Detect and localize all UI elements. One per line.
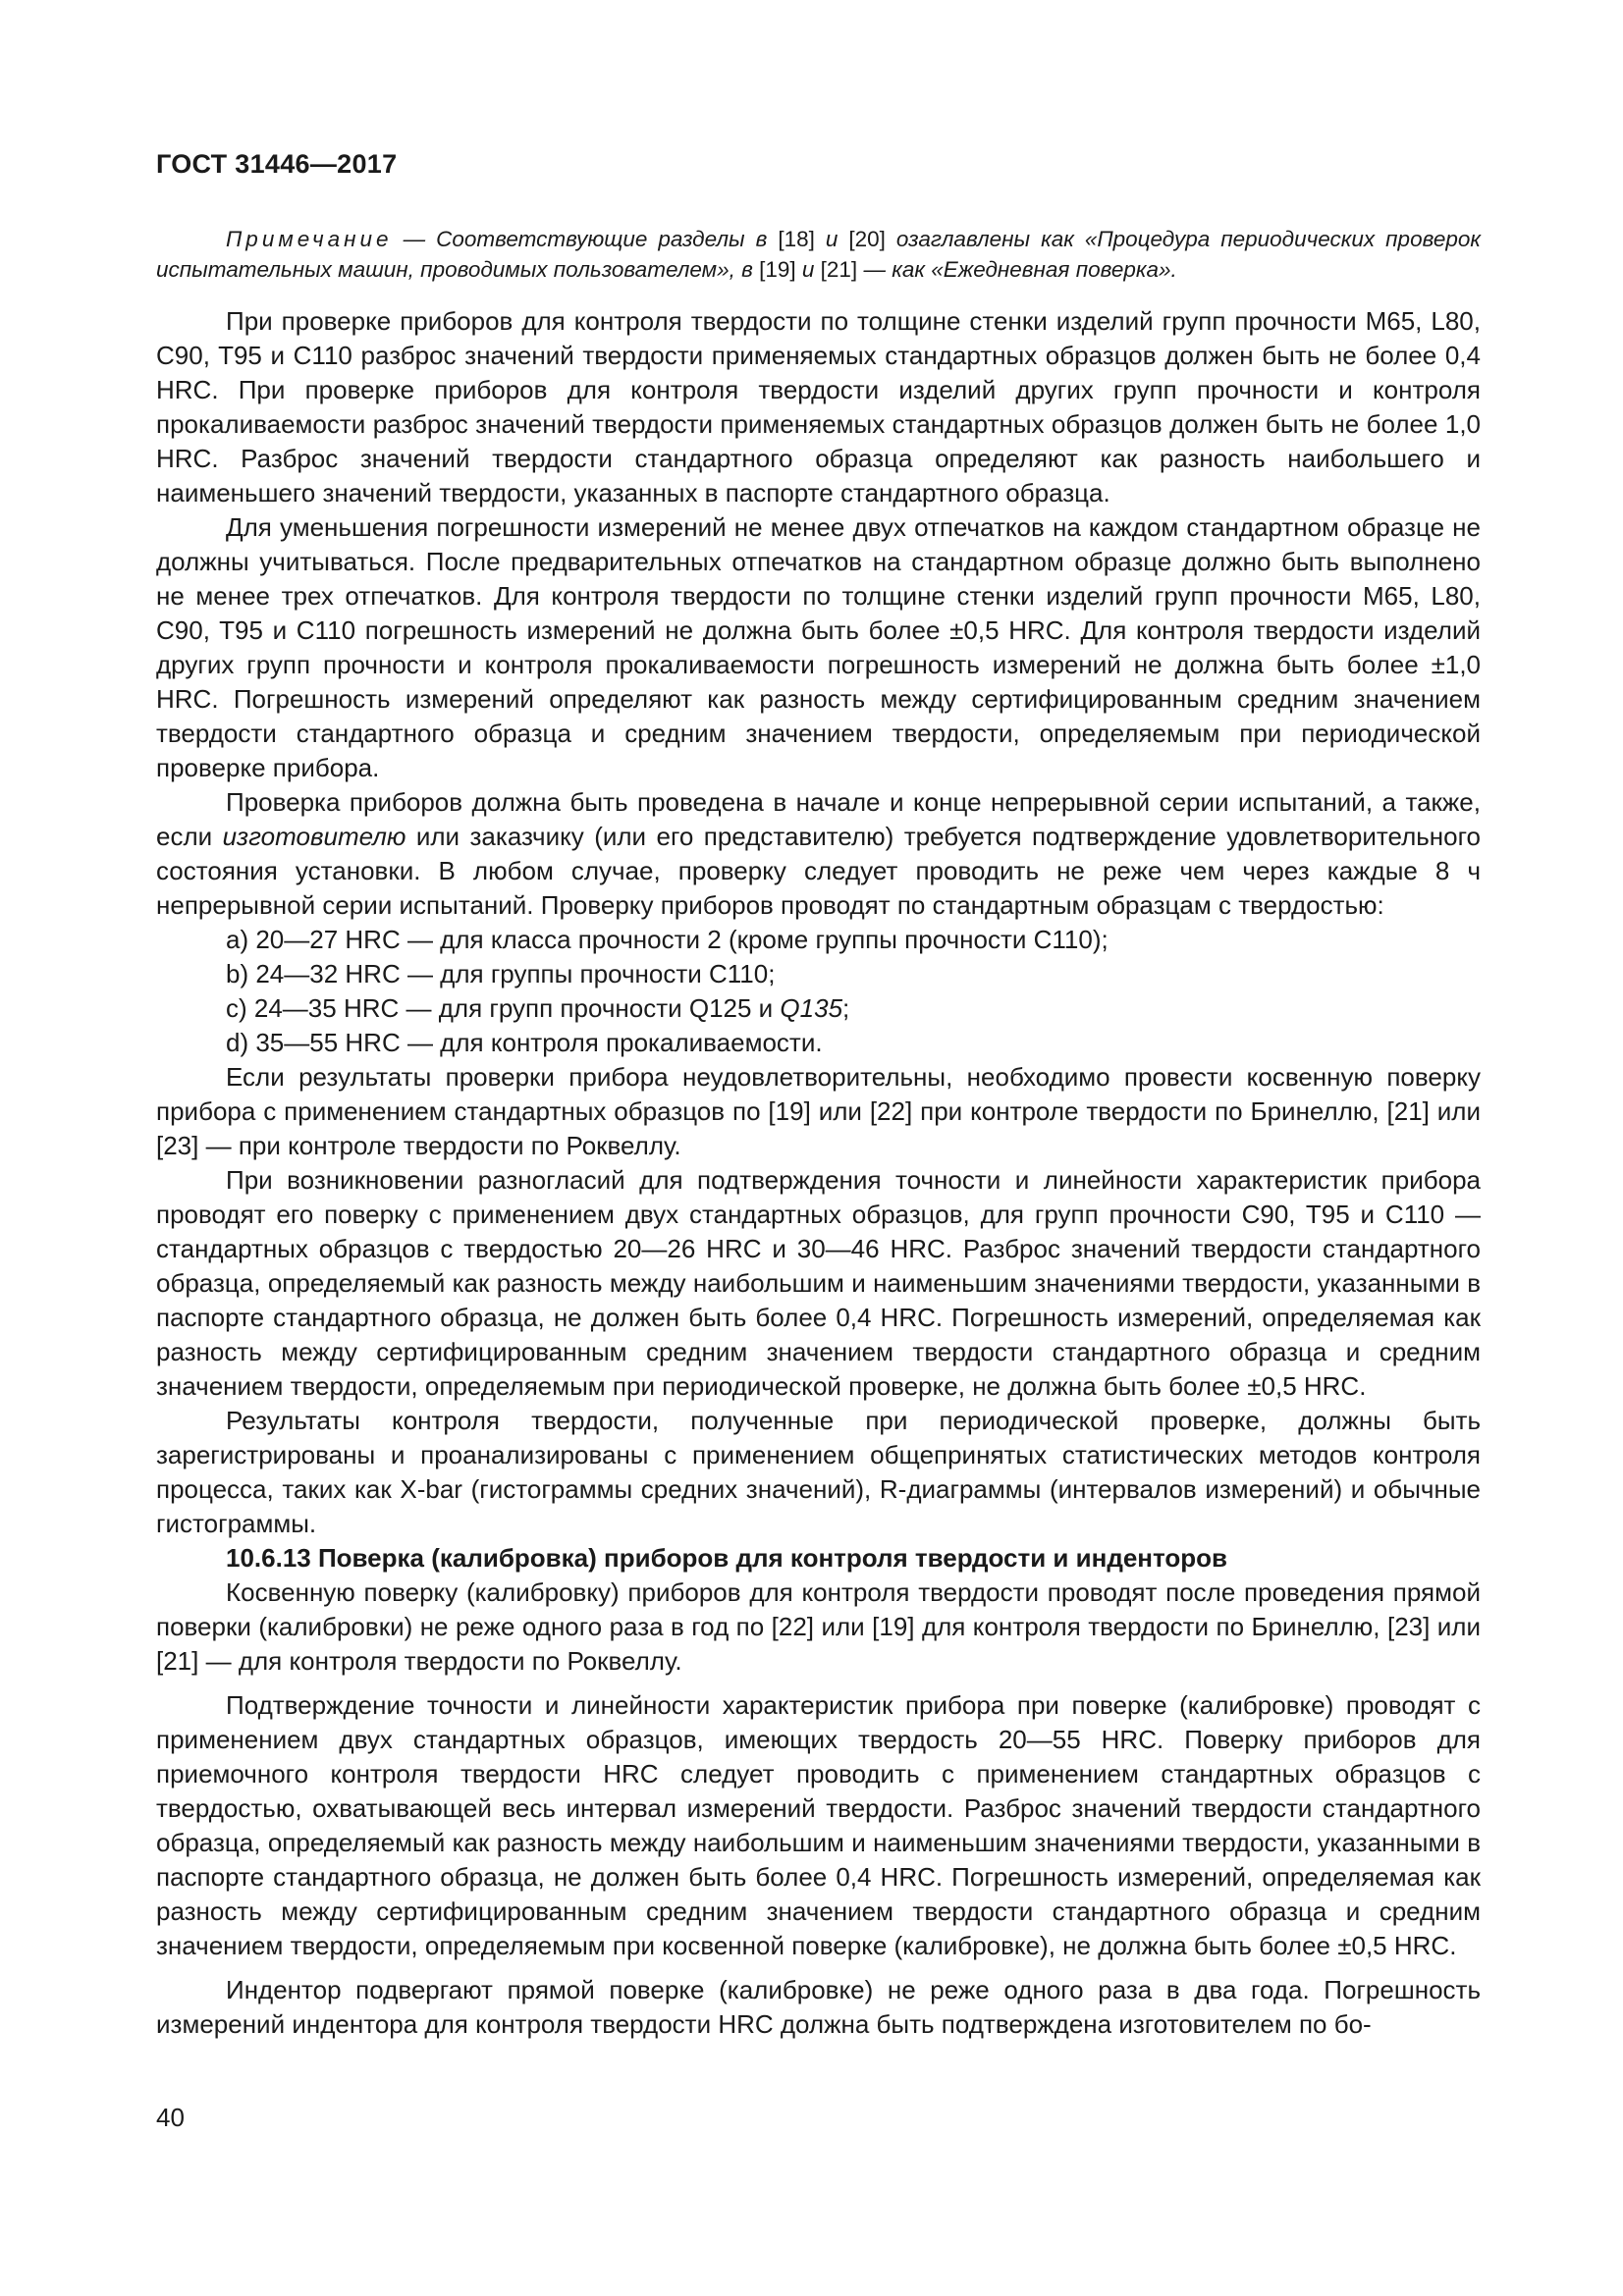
note-label: Примечание <box>226 227 393 251</box>
paragraph: При проверке приборов для контроля твердости по толщине стенки изделий групп прочности M65, L80, C90, T95 и C110 разброс значений твердости применяемых стандартных образцов должен быть не более 0,4 HRC. При проверке приборов для контроля твердости изделий других групп прочности и контроля прокаливаемости разброс значений твердости применяемых стандартных образцов должен быть не более 1,0 HRC. Разброс значений твердости стандартного образца определяют как разность наибольшего и наименьшего значений твердости, указанных в паспорте стандартного образца. <box>156 306 1481 507</box>
paragraph: Подтверждение точности и линейности характеристик прибора при поверке (калибровке) проводят с применением двух стандартных образцов, имеющих твердость 20—55 HRC. Поверку приборов для приемочного контроля твердости HRC следует проводить с применением стандартных образцов с твердостью, охватывающей весь интервал измерений твердости. Разброс значений твердости стандартного образца, определяемый как разность между наибольшим и наименьшим значениями твердости, указанными в паспорте стандартного образца, не должен быть более 0,4 HRC. Погрешность измерений, определяемая как разность между сертифицированным средним значением твердости стандартного образца и средним значением твердости, определяемым при косвенной поверке (калибровке), не должна быть более ±0,5 HRC. <box>156 1690 1481 1960</box>
page-content <box>156 224 1481 2042</box>
list-item: d) 35—55 HRC — для контроля прокаливаемости. <box>226 1028 823 1057</box>
section-heading: 10.6.13 Поверка (калибровка) приборов для контроля твердости и инденторов <box>226 1543 1228 1573</box>
paragraph <box>156 785 1481 923</box>
list-item: b) 24—32 HRC — для группы прочности C110; <box>226 959 776 988</box>
paragraph: При возникновении разногласий для подтверждения точности и линейности характеристик прибора проводят его поверку с применением двух стандартных образцов, для групп прочности C90, T95 и C110 — стандартных образцов с твердостью 20—26 HRC и 30—46 HRC. Разброс значений твердости стандартного образца, определяемый как разность между наибольшим и наименьшим значениями твердости, указанными в паспорте стандартного образца, не должен быть более 0,4 HRC. Погрешность измерений, определяемая как разность между сертифицированным средним значением твердости стандартного образца и средним значением твердости, определяемым при периодической проверке, не должна быть более ±0,5 HRC. <box>156 1165 1481 1401</box>
note-ref-21: [21] <box>820 257 858 282</box>
paragraph: Для уменьшения погрешности измерений не менее двух отпечатков на каждом стандартном образце не должны учитываться. После предварительных отпечатков на стандартном образце должно быть выполнено не менее трех отпечатков. Для контроля твердости по толщине стенки изделий групп прочности M65, L80, C90, T95 и C110 погрешность измерений не должна быть более ±0,5 HRC. Для контроля твердости изделий других групп прочности и контроля прокаливаемости погрешность измерений не должна быть более ±1,0 HRC. Погрешность измерений определяют как разность между сертифицированным средним значением твердости стандартного образца и средним значением твердости, определяемым при периодической проверке прибора. <box>156 512 1481 782</box>
list-item-text: c) 24—35 HRC — для групп прочности Q125 и <box>226 993 781 1023</box>
list-item <box>156 991 1481 1026</box>
note-text-3: озаглавлены как «Процедура периодических проверок испытательных машин, проводимых пользователем», в <box>156 227 1481 282</box>
page-number: 40 <box>156 2103 185 2132</box>
note-ref-20: [20] <box>848 227 886 251</box>
note-ref-18: [18] <box>778 227 815 251</box>
list-item: a) 20—27 HRC — для класса прочности 2 (кроме группы прочности C110); <box>226 925 1109 954</box>
document-header: ГОСТ 31446—2017 <box>156 149 398 179</box>
note-block <box>156 224 1481 285</box>
list-item-text: ; <box>842 993 850 1023</box>
paragraph-text: или заказчику (или его представителю) требуется подтверждение удовлетворительного состояния установки. В любом случае, проверку следует проводить не реже чем через каждые 8 ч непрерывной серии испытаний. Проверку приборов проводят по стандартным образцам с твердостью: <box>156 822 1481 920</box>
list-item-italic: Q135 <box>780 993 843 1023</box>
paragraph: Индентор подвергают прямой поверке (калибровке) не реже одного раза в два года. Погрешность измерений индентора для контроля твердости HRC должна быть подтверждена изготовителем по бо- <box>156 1975 1481 2039</box>
paragraph: Косвенную поверку (калибровку) приборов для контроля твердости проводят после проведения прямой поверки (калибровки) не реже одного раза в год по [22] или [19] для контроля твердости по Бринеллю, [23] или [21] — для контроля твердости по Роквеллу. <box>156 1577 1481 1676</box>
note-text-5: — как «Ежедневная поверка». <box>857 257 1177 282</box>
paragraph-text: Проверка приборов должна быть проведена в начале и конце непрерывной серии испытаний, а также, если <box>156 787 1481 851</box>
paragraph: Если результаты проверки прибора неудовлетворительны, необходимо провести косвенную поверку прибора с применением стандартных образцов по [19] или [22] при контроле твердости по Бринеллю, [21] или [23] — при контроле твердости по Роквеллу. <box>156 1062 1481 1160</box>
note-ref-19: [19] <box>759 257 796 282</box>
paragraph-italic: изготовителю <box>222 822 406 851</box>
note-text-2: и <box>814 227 849 251</box>
note-text-1: — Соответствующие разделы в <box>392 227 779 251</box>
note-text-4: и <box>795 257 821 282</box>
paragraph: Результаты контроля твердости, полученные при периодической проверке, должны быть зарегистрированы и проанализированы с применением общепринятых статистических методов контроля процесса, таких как X-bar (гистограммы средних значений), R-диаграммы (интервалов измерений) и обычные гистограммы. <box>156 1406 1481 1538</box>
